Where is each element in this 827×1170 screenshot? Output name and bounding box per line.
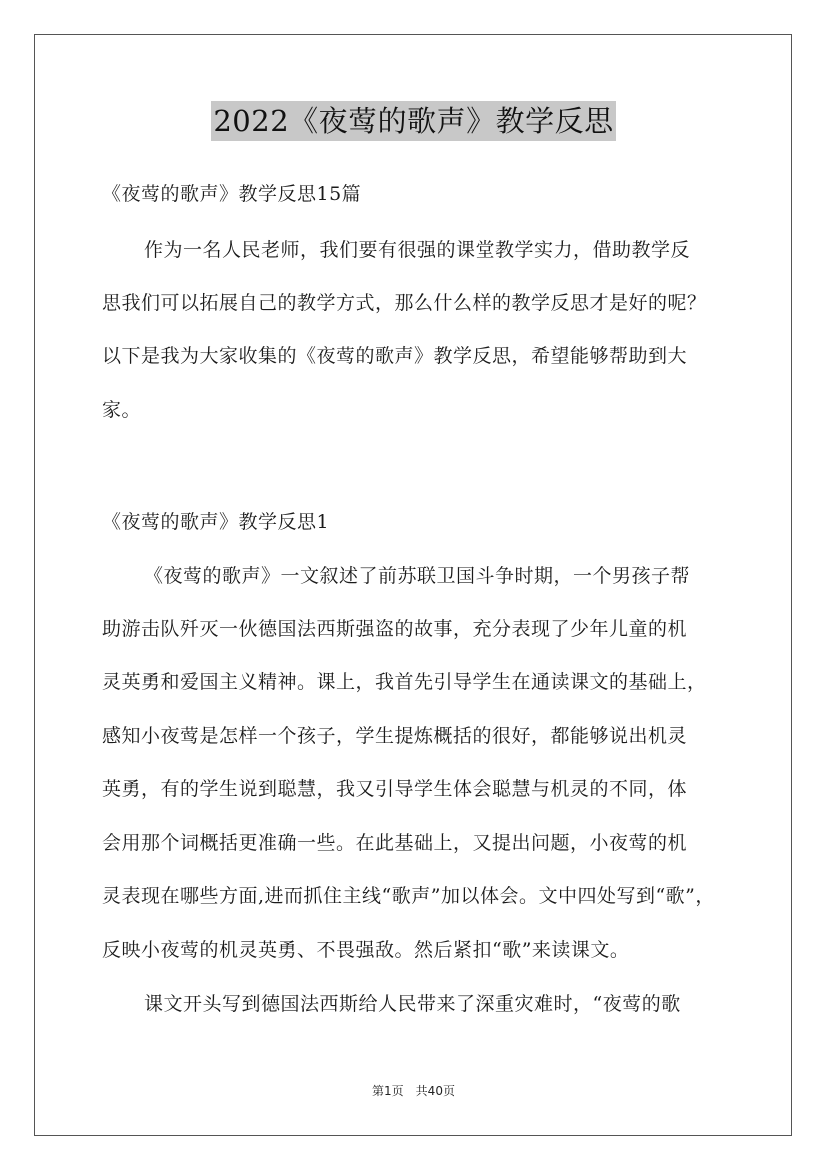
paragraph-line: 会用那个词概括更准确一些。在此基础上，又提出问题，小夜莺的机 [102, 832, 688, 854]
paragraph-line: 《夜莺的歌声》一文叙述了前苏联卫国斗争时期，一个男孩子帮 [144, 565, 691, 587]
intro-line: 作为一名人民老师，我们要有很强的课堂教学实力，借助教学反 [144, 239, 691, 261]
paragraph-line: 反映小夜莺的机灵英勇、不畏强敌。然后紧扣“歌”来读课文。 [102, 939, 630, 961]
document-title: 2022《夜莺的歌声》教学反思 [211, 101, 615, 141]
intro-line: 思我们可以拓展自己的教学方式，那么什么样的教学反思才是好的呢？ [102, 292, 707, 314]
section-heading: 《夜莺的歌声》教学反思1 [102, 511, 330, 533]
title-container [0, 101, 827, 141]
paragraph-line: 助游击队歼灭一伙德国法西斯强盗的故事，充分表现了少年儿童的机 [102, 618, 688, 640]
intro-line: 家。 [102, 399, 142, 421]
paragraph-line: 灵表现在哪些方面,进而抓住主线“歌声”加以体会。文中四处写到“歌”， [102, 885, 715, 907]
paragraph-line: 感知小夜莺是怎样一个孩子，学生提炼概括的很好，都能够说出机灵 [102, 725, 688, 747]
intro-line: 以下是我为大家收集的《夜莺的歌声》教学反思，希望能够帮助到大 [102, 345, 688, 367]
paragraph-line: 英勇，有的学生说到聪慧，我又引导学生体会聪慧与机灵的不同，体 [102, 778, 688, 800]
paragraph-line: 灵英勇和爱国主义精神。课上，我首先引导学生在通读课文的基础上， [102, 671, 707, 693]
document-subtitle: 《夜莺的歌声》教学反思15篇 [102, 183, 362, 205]
paragraph-line: 课文开头写到德国法西斯给人民带来了深重灾难时，“夜莺的歌 [144, 993, 681, 1015]
page-number: 第1页 共40页 [372, 1084, 455, 1098]
